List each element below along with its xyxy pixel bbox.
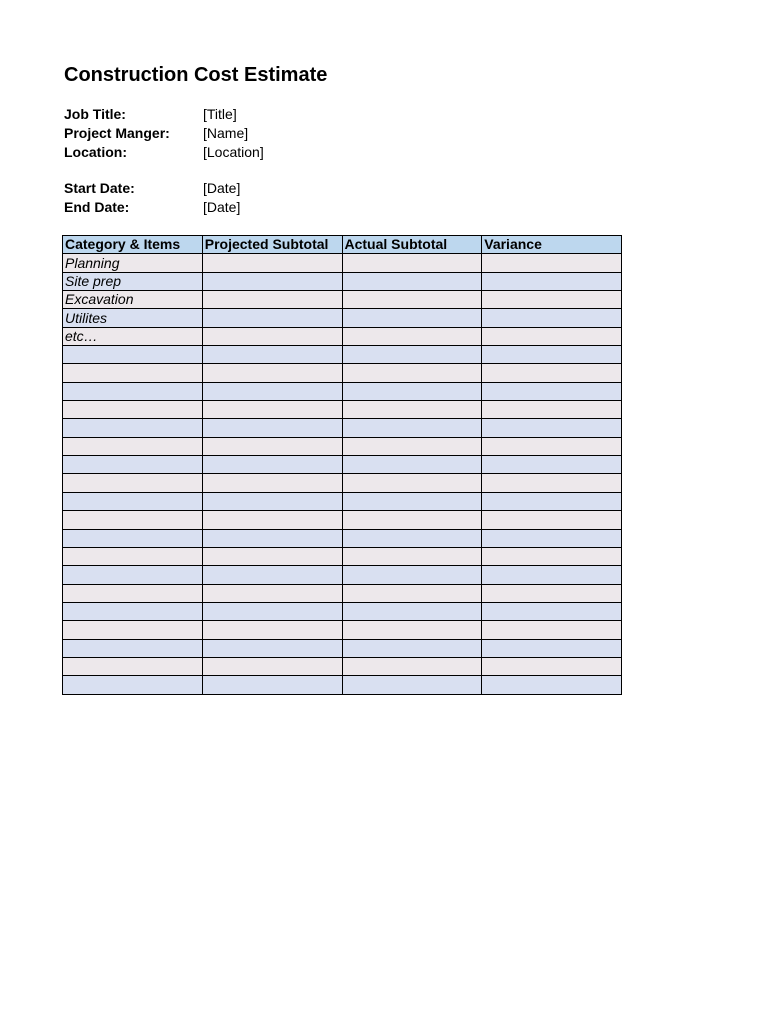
projected-subtotal-cell[interactable] xyxy=(202,621,342,639)
field-value: [Date] xyxy=(203,199,241,215)
actual-subtotal-cell[interactable] xyxy=(342,346,482,364)
actual-subtotal-cell[interactable] xyxy=(342,382,482,400)
variance-cell[interactable] xyxy=(482,474,622,492)
variance-cell[interactable] xyxy=(482,382,622,400)
table-row xyxy=(63,254,622,272)
actual-subtotal-cell[interactable] xyxy=(342,492,482,510)
projected-subtotal-cell[interactable] xyxy=(202,474,342,492)
table-row xyxy=(63,474,622,492)
field-label: Start Date: xyxy=(64,180,135,196)
document-title: Construction Cost Estimate xyxy=(64,64,328,86)
table-row xyxy=(63,309,622,327)
actual-subtotal-cell[interactable] xyxy=(342,291,482,309)
column-header-actual-subtotal: Actual Subtotal xyxy=(342,236,482,254)
field-label: End Date: xyxy=(64,199,130,215)
actual-subtotal-cell[interactable] xyxy=(342,309,482,327)
item-cell[interactable] xyxy=(63,419,203,437)
table-row xyxy=(63,657,622,675)
actual-subtotal-cell[interactable] xyxy=(342,474,482,492)
table-row xyxy=(63,511,622,529)
projected-subtotal-cell[interactable] xyxy=(202,511,342,529)
item-cell[interactable] xyxy=(63,346,203,364)
cost-estimate-table xyxy=(62,235,622,695)
actual-subtotal-cell[interactable] xyxy=(342,511,482,529)
item-cell[interactable] xyxy=(63,456,203,474)
table-row xyxy=(63,566,622,584)
item-cell[interactable]: Utilites xyxy=(63,309,203,327)
variance-cell[interactable] xyxy=(482,254,622,272)
column-header-variance: Variance xyxy=(482,236,622,254)
projected-subtotal-cell[interactable] xyxy=(202,382,342,400)
field-value: [Name] xyxy=(203,125,249,141)
projected-subtotal-cell[interactable] xyxy=(202,419,342,437)
projected-subtotal-cell[interactable] xyxy=(202,602,342,620)
actual-subtotal-cell[interactable] xyxy=(342,657,482,675)
variance-cell[interactable] xyxy=(482,657,622,675)
projected-subtotal-cell[interactable] xyxy=(202,566,342,584)
projected-subtotal-cell[interactable] xyxy=(202,529,342,547)
actual-subtotal-cell[interactable] xyxy=(342,327,482,345)
projected-subtotal-cell[interactable] xyxy=(202,639,342,657)
actual-subtotal-cell[interactable] xyxy=(342,401,482,419)
table-row xyxy=(63,291,622,309)
field-value: [Date] xyxy=(203,180,241,196)
table-row xyxy=(63,346,622,364)
variance-cell[interactable] xyxy=(482,437,622,455)
item-cell[interactable] xyxy=(63,529,203,547)
table-row xyxy=(63,419,622,437)
projected-subtotal-cell[interactable] xyxy=(202,547,342,565)
item-cell[interactable] xyxy=(63,511,203,529)
projected-subtotal-cell[interactable] xyxy=(202,346,342,364)
field-value: [Title] xyxy=(203,106,237,122)
variance-cell[interactable] xyxy=(482,309,622,327)
variance-cell[interactable] xyxy=(482,511,622,529)
projected-subtotal-cell[interactable] xyxy=(202,437,342,455)
variance-cell[interactable] xyxy=(482,401,622,419)
variance-cell[interactable] xyxy=(482,272,622,290)
table-row xyxy=(63,456,622,474)
variance-cell[interactable] xyxy=(482,291,622,309)
table-row xyxy=(63,437,622,455)
item-cell[interactable] xyxy=(63,621,203,639)
column-header-projected-subtotal: Projected Subtotal xyxy=(202,236,342,254)
field-label: Location: xyxy=(64,144,127,160)
item-cell[interactable] xyxy=(63,584,203,602)
variance-cell[interactable] xyxy=(482,364,622,382)
variance-cell[interactable] xyxy=(482,639,622,657)
table-row xyxy=(63,401,622,419)
variance-cell[interactable] xyxy=(482,584,622,602)
item-cell[interactable]: Site prep xyxy=(63,272,203,290)
field-label: Project Manger: xyxy=(64,125,170,141)
actual-subtotal-cell[interactable] xyxy=(342,364,482,382)
table-row xyxy=(63,584,622,602)
projected-subtotal-cell[interactable] xyxy=(202,272,342,290)
table-row xyxy=(63,676,622,694)
item-cell[interactable] xyxy=(63,602,203,620)
variance-cell[interactable] xyxy=(482,566,622,584)
projected-subtotal-cell[interactable] xyxy=(202,364,342,382)
table-body xyxy=(63,254,622,694)
item-cell[interactable] xyxy=(63,364,203,382)
variance-cell[interactable] xyxy=(482,621,622,639)
item-cell[interactable] xyxy=(63,639,203,657)
projected-subtotal-cell[interactable] xyxy=(202,309,342,327)
actual-subtotal-cell[interactable] xyxy=(342,456,482,474)
table-row xyxy=(63,529,622,547)
field-value: [Location] xyxy=(203,144,264,160)
actual-subtotal-cell[interactable] xyxy=(342,529,482,547)
variance-cell[interactable] xyxy=(482,419,622,437)
item-cell[interactable] xyxy=(63,676,203,694)
actual-subtotal-cell[interactable] xyxy=(342,547,482,565)
projected-subtotal-cell[interactable] xyxy=(202,492,342,510)
table-row xyxy=(63,327,622,345)
table-row xyxy=(63,621,622,639)
actual-subtotal-cell[interactable] xyxy=(342,566,482,584)
field-label: Job Title: xyxy=(64,106,126,122)
variance-cell[interactable] xyxy=(482,676,622,694)
table-row xyxy=(63,364,622,382)
variance-cell[interactable] xyxy=(482,456,622,474)
actual-subtotal-cell[interactable] xyxy=(342,272,482,290)
variance-cell[interactable] xyxy=(482,492,622,510)
projected-subtotal-cell[interactable] xyxy=(202,327,342,345)
table-row xyxy=(63,492,622,510)
projected-subtotal-cell[interactable] xyxy=(202,401,342,419)
variance-cell[interactable] xyxy=(482,529,622,547)
actual-subtotal-cell[interactable] xyxy=(342,254,482,272)
item-cell[interactable] xyxy=(63,474,203,492)
actual-subtotal-cell[interactable] xyxy=(342,621,482,639)
variance-cell[interactable] xyxy=(482,346,622,364)
item-cell[interactable] xyxy=(63,382,203,400)
table-row xyxy=(63,547,622,565)
variance-cell[interactable] xyxy=(482,327,622,345)
table-row xyxy=(63,382,622,400)
projected-subtotal-cell[interactable] xyxy=(202,456,342,474)
actual-subtotal-cell[interactable] xyxy=(342,602,482,620)
item-cell[interactable]: Planning xyxy=(63,254,203,272)
actual-subtotal-cell[interactable] xyxy=(342,639,482,657)
projected-subtotal-cell[interactable] xyxy=(202,584,342,602)
projected-subtotal-cell[interactable] xyxy=(202,676,342,694)
actual-subtotal-cell[interactable] xyxy=(342,437,482,455)
item-cell[interactable] xyxy=(63,401,203,419)
item-cell[interactable] xyxy=(63,492,203,510)
actual-subtotal-cell[interactable] xyxy=(342,419,482,437)
variance-cell[interactable] xyxy=(482,547,622,565)
item-cell[interactable]: Excavation xyxy=(63,291,203,309)
projected-subtotal-cell[interactable] xyxy=(202,254,342,272)
column-header-category: Category & Items xyxy=(63,236,203,254)
table-header-row xyxy=(63,236,622,254)
item-cell[interactable]: etc… xyxy=(63,327,203,345)
actual-subtotal-cell[interactable] xyxy=(342,676,482,694)
item-cell[interactable] xyxy=(63,566,203,584)
projected-subtotal-cell[interactable] xyxy=(202,291,342,309)
table-row xyxy=(63,602,622,620)
item-cell[interactable] xyxy=(63,437,203,455)
table-row xyxy=(63,272,622,290)
actual-subtotal-cell[interactable] xyxy=(342,584,482,602)
item-cell[interactable] xyxy=(63,547,203,565)
variance-cell[interactable] xyxy=(482,602,622,620)
projected-subtotal-cell[interactable] xyxy=(202,657,342,675)
item-cell[interactable] xyxy=(63,657,203,675)
table-row xyxy=(63,639,622,657)
